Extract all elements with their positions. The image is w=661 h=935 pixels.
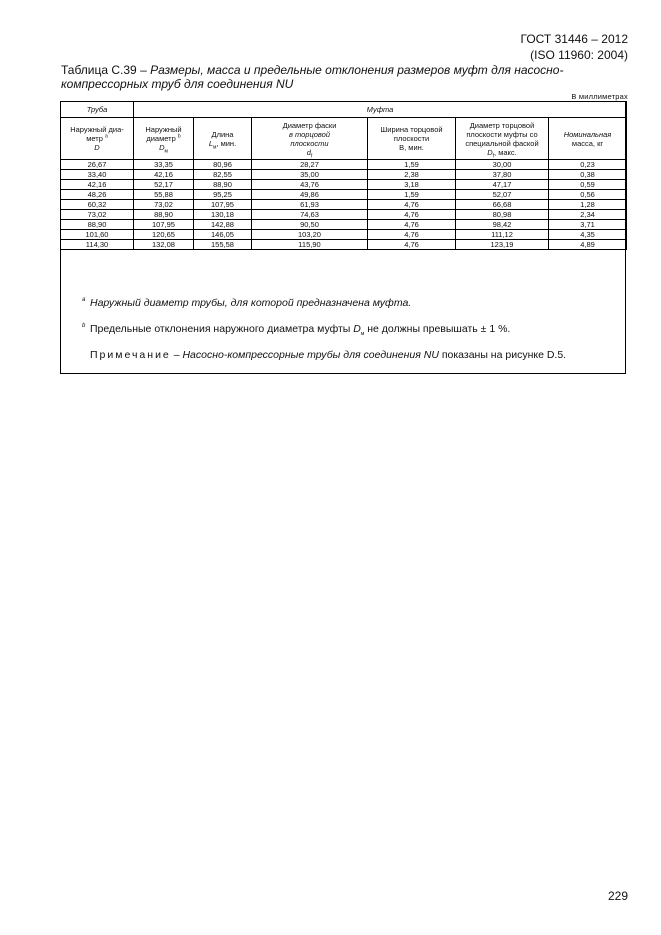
table-note: Примечание – Насосно-компрессорные трубы для соединения NU показаны на рисунке D.5.	[90, 349, 567, 361]
table-cell: 146,05	[194, 230, 252, 240]
table-cell: 47,17	[456, 180, 549, 190]
table-cell: 26,67	[61, 160, 134, 170]
table-cell: 61,93	[252, 200, 368, 210]
table-cell: 80,98	[456, 210, 549, 220]
table-cell: 37,80	[456, 170, 549, 180]
table-cell: 132,08	[134, 240, 194, 250]
table-cell: 73,02	[134, 200, 194, 210]
table-cell: 1,59	[368, 190, 456, 200]
table-row	[61, 200, 627, 210]
table-cell: 48,26	[61, 190, 134, 200]
table-cell: 155,58	[194, 240, 252, 250]
table-cell: 90,50	[252, 220, 368, 230]
table-cell: 60,32	[61, 200, 134, 210]
group-pipe: Труба	[61, 102, 134, 118]
table-cell: 33,40	[61, 170, 134, 180]
table-cell: 4,76	[368, 240, 456, 250]
table-cell: 4,76	[368, 220, 456, 230]
table-cell: 73,02	[61, 210, 134, 220]
table-cell: 4,35	[549, 230, 627, 240]
footnote-a: a Наружный диаметр трубы, для которой предназначена муфта.	[82, 297, 412, 309]
table-cell: 0,23	[549, 160, 627, 170]
table-row	[61, 170, 627, 180]
caption-prefix: Таблица C.39 –	[61, 63, 151, 77]
table-cell: 115,90	[252, 240, 368, 250]
col-bearing-face-width: Ширина торцовой плоскости B, мин.	[368, 118, 456, 160]
table-cell: 4,76	[368, 230, 456, 240]
footnote-b: b Предельные отклонения наружного диаметра муфты $D_м$ не должны превышать ± 1 %.	[82, 323, 511, 338]
table-cell: 0,59	[549, 180, 627, 190]
units-label: В миллиметрах	[571, 92, 628, 101]
col-nominal-mass: Номинальная масса, кг	[549, 118, 627, 160]
table-cell: 43,76	[252, 180, 368, 190]
table-cell: 3,18	[368, 180, 456, 190]
table-row	[61, 160, 627, 170]
table-cell: 30,00	[456, 160, 549, 170]
col-pipe-outer-diameter: Наружный диа- метр $^a$ D	[61, 118, 134, 160]
table-cell: 42,16	[61, 180, 134, 190]
caption-title: Размеры, масса и предельные отклонения размеров муфт для насосно-компрессорных труб для соединения NU	[61, 63, 564, 91]
document-header	[521, 31, 629, 63]
table-cell: 2,38	[368, 170, 456, 180]
group-coupling: Муфта	[134, 102, 627, 118]
table-cell: 123,19	[456, 240, 549, 250]
table-cell: 4,89	[549, 240, 627, 250]
table-cell: 82,55	[194, 170, 252, 180]
table-cell: 120,65	[134, 230, 194, 240]
table-cell: 35,00	[252, 170, 368, 180]
table-cell: 2,34	[549, 210, 627, 220]
table-cell: 111,12	[456, 230, 549, 240]
table-caption	[61, 63, 621, 91]
col-special-bevel-diameter: Диаметр торцовой плоскости муфты со специальной фаской $D_f$, макс.	[456, 118, 549, 160]
table-cell: 52,07	[456, 190, 549, 200]
table-row	[61, 210, 627, 220]
table-row	[61, 180, 627, 190]
table-row	[61, 220, 627, 230]
table-row	[61, 240, 627, 250]
table-cell: 42,16	[134, 170, 194, 180]
table-cell: 101,60	[61, 230, 134, 240]
col-length: Длина $L_м$, мин.	[194, 118, 252, 160]
table-cell: 3,71	[549, 220, 627, 230]
table-cell: 88,90	[194, 180, 252, 190]
table-cell: 4,76	[368, 210, 456, 220]
table-row	[61, 230, 627, 240]
table-cell: 80,96	[194, 160, 252, 170]
table-body	[61, 160, 627, 250]
table-cell: 88,90	[61, 220, 134, 230]
col-coupling-outer-diameter: Наружный диаметр $^b$ $D_м$	[134, 118, 194, 160]
table-cell: 114,30	[61, 240, 134, 250]
table-cell: 0,38	[549, 170, 627, 180]
table-cell: 33,35	[134, 160, 194, 170]
table-cell: 66,68	[456, 200, 549, 210]
iso-reference: (ISO 11960: 2004)	[530, 48, 628, 62]
table-cell: 4,76	[368, 200, 456, 210]
standard-number: ГОСТ 31446 – 2012	[520, 32, 628, 46]
table-cell: 130,18	[194, 210, 252, 220]
table-cell: 107,95	[194, 200, 252, 210]
table-cell: 0,56	[549, 190, 627, 200]
table-cell: 74,63	[252, 210, 368, 220]
table-cell: 103,20	[252, 230, 368, 240]
table-row	[61, 190, 627, 200]
table-cell: 55,88	[134, 190, 194, 200]
table-cell: 1,59	[368, 160, 456, 170]
table-cell: 52,17	[134, 180, 194, 190]
table-cell: 142,88	[194, 220, 252, 230]
table-cell: 107,95	[134, 220, 194, 230]
col-chamfer-diameter: Диаметр фаски в торцовой плоскости $d_f$	[252, 118, 368, 160]
page-number: 229	[607, 889, 628, 903]
table-cell: 95,25	[194, 190, 252, 200]
table-cell: 1,28	[549, 200, 627, 210]
table-cell: 49,86	[252, 190, 368, 200]
table-cell: 88,90	[134, 210, 194, 220]
dimensions-table	[60, 101, 627, 250]
table-cell: 28,27	[252, 160, 368, 170]
table-cell: 98,42	[456, 220, 549, 230]
footnotes	[82, 296, 610, 374]
